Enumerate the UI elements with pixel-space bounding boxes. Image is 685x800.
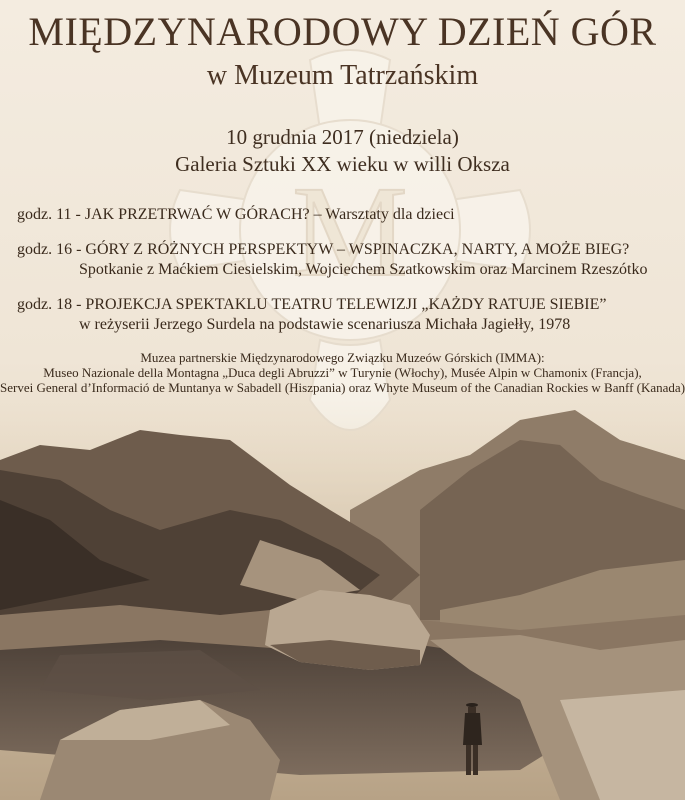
schedule-item: [17, 205, 455, 225]
event-date: 10 grudnia 2017 (niedziela): [226, 125, 459, 149]
schedule-item: [17, 295, 607, 335]
mountain-lake-photo: [0, 400, 685, 800]
svg-text:M: M: [292, 160, 408, 304]
schedule-item: [17, 240, 648, 280]
schedule-item-title: godz. 18 - PROJEKCJA SPEKTAKLU TEATRU TELEWIZJI „KAŻDY RATUJE SIEBIE”: [17, 296, 607, 313]
partners-line: Museo Nazionale della Montagna „Duca degli Abruzzi” w Turynie (Włochy), Musée Alpin w Chamonix (Francja),: [43, 365, 642, 380]
partner-museums: [0, 350, 685, 395]
schedule-item-title: godz. 11 - JAK PRZETRWAĆ W GÓRACH? – Warsztaty dla dzieci: [17, 206, 455, 223]
partners-line: Servei General d’Informació de Muntanya w Sabadell (Hiszpania) oraz Whyte Museum of the Canadian Rockies w Banff (Kanada): [0, 380, 685, 395]
event-title: MIĘDZYNARODOWY DZIEŃ GÓR: [28, 9, 657, 54]
schedule-item-details: Spotkanie z Maćkiem Ciesielskim, Wojciechem Szatkowskim oraz Marcinem Rzeszótko: [79, 261, 648, 278]
event-venue: Galeria Sztuki XX wieku w willi Oksza: [175, 152, 510, 176]
schedule-item-title: godz. 16 - GÓRY Z RÓŻNYCH PERSPEKTYW – WSPINACZKA, NARTY, A MOŻE BIEG?: [17, 241, 630, 258]
event-subtitle: w Muzeum Tatrzańskim: [206, 60, 479, 91]
partners-heading: Muzea partnerskie Międzynarodowego Związku Muzeów Górskich (IMMA):: [140, 350, 545, 365]
schedule-item-details: w reżyserii Jerzego Surdela na podstawie scenariusza Michała Jagiełły, 1978: [79, 316, 571, 333]
